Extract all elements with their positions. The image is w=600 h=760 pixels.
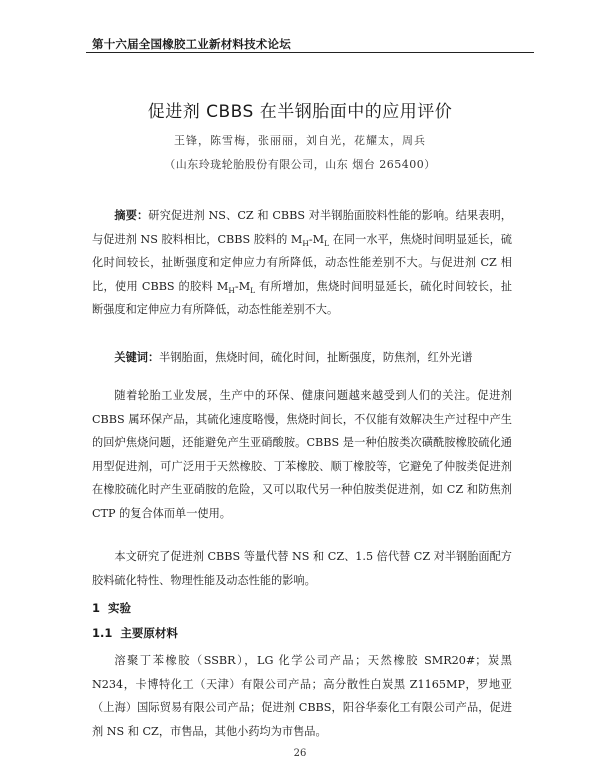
section-heading-experiment <box>92 600 131 616</box>
keywords-text: 半钢胎面，焦烧时间，硫化时间，扯断强度，防焦剂，红外光谱 <box>159 351 473 364</box>
abstract-text-1: 研究促进剂 NS、CZ 和 CBBS 对半钢胎面胶料性能的影响。结果表明，与促进剂 NS 胶料相比，CBBS 胶料的 M <box>92 209 512 246</box>
abstract-sub-4: L <box>250 285 256 295</box>
subsection-heading-materials <box>92 625 178 641</box>
keywords <box>92 346 512 370</box>
abstract-sub-2: L <box>324 238 330 248</box>
header-rule <box>86 52 534 53</box>
authors: 王锋，陈雪梅，张丽丽，刘自光，花耀太，周兵 <box>174 134 426 147</box>
materials-paragraph: 溶聚丁苯橡胶（SSBR），LG 化学公司产品；天然橡胶 SMR20#；炭黑 N234，卡博特化工（天津）有限公司产品；高分散性白炭黑 Z1165MP，罗地亚（上海）国际贸易有限公司产品；促进剂 CBBS，阳谷华泰化工有限公司产品，促进剂 NS 和 CZ，市售品，其他小药均为市售品。 <box>92 654 512 738</box>
abstract-sub-1: H <box>302 238 309 248</box>
page-number: 26 <box>293 748 307 759</box>
running-header: 第十六届全国橡胶工业新材料技术论坛 <box>92 37 291 51</box>
paper-title: 促进剂 CBBS 在半钢胎面中的应用评价 <box>147 102 453 122</box>
abstract-text-4: -M <box>234 279 251 293</box>
abstract-text-5: 有所增加，焦烧时间明显延长，硫化时间较长，扯断强度和定伸应力有所降低，动态性能差别不大。 <box>92 279 513 316</box>
section-title: 实验 <box>108 601 132 615</box>
abstract-sub-3: H <box>228 285 235 295</box>
abstract <box>92 204 512 322</box>
intro-paragraph-1: 随着轮胎工业发展，生产中的环保、健康问题越来越受到人们的关注。促进剂 CBBS 属环保产品，其硫化速度略慢，焦烧时间长，不仅能有效解决生产过程中产生的回炉焦烧问题，还能避免产生亚硝酸胺。CBBS 是一种伯胺类次磺酰胺橡胶硫化通用型促进剂，可广泛用于天然橡胶、丁苯橡胶、顺丁橡胶等，它避免了仲胺类促进剂在橡胶硫化时产生亚硝胺的危险，又可以取代另一种伯胺类促进剂，如 CZ 和防焦剂 CTP 的复合体而单一使用。 <box>92 389 512 520</box>
subsection-title: 主要原材料 <box>120 626 178 640</box>
abstract-text-2: -M <box>308 232 325 246</box>
section-number: 1 <box>92 601 101 615</box>
abstract-label: 摘要： <box>114 209 149 222</box>
subsection-number: 1.1 <box>92 626 113 640</box>
keywords-label: 关键词： <box>114 351 160 364</box>
affiliation: （山东玲珑轮胎股份有限公司，山东 烟台 265400） <box>164 158 436 171</box>
abstract-text-3: 在同一水平，焦烧时间明显延长，硫化时间较长，扯断强度和定伸应力有所降低，动态性能差别不大。与促进剂 CZ 相比，使用 CBBS 的胶料 M <box>92 232 512 293</box>
intro-paragraph-2: 本文研究了促进剂 CBBS 等量代替 NS 和 CZ、1.5 倍代替 CZ 对半钢胎面配方胶料硫化特性、物理性能及动态性能的影响。 <box>92 550 512 587</box>
